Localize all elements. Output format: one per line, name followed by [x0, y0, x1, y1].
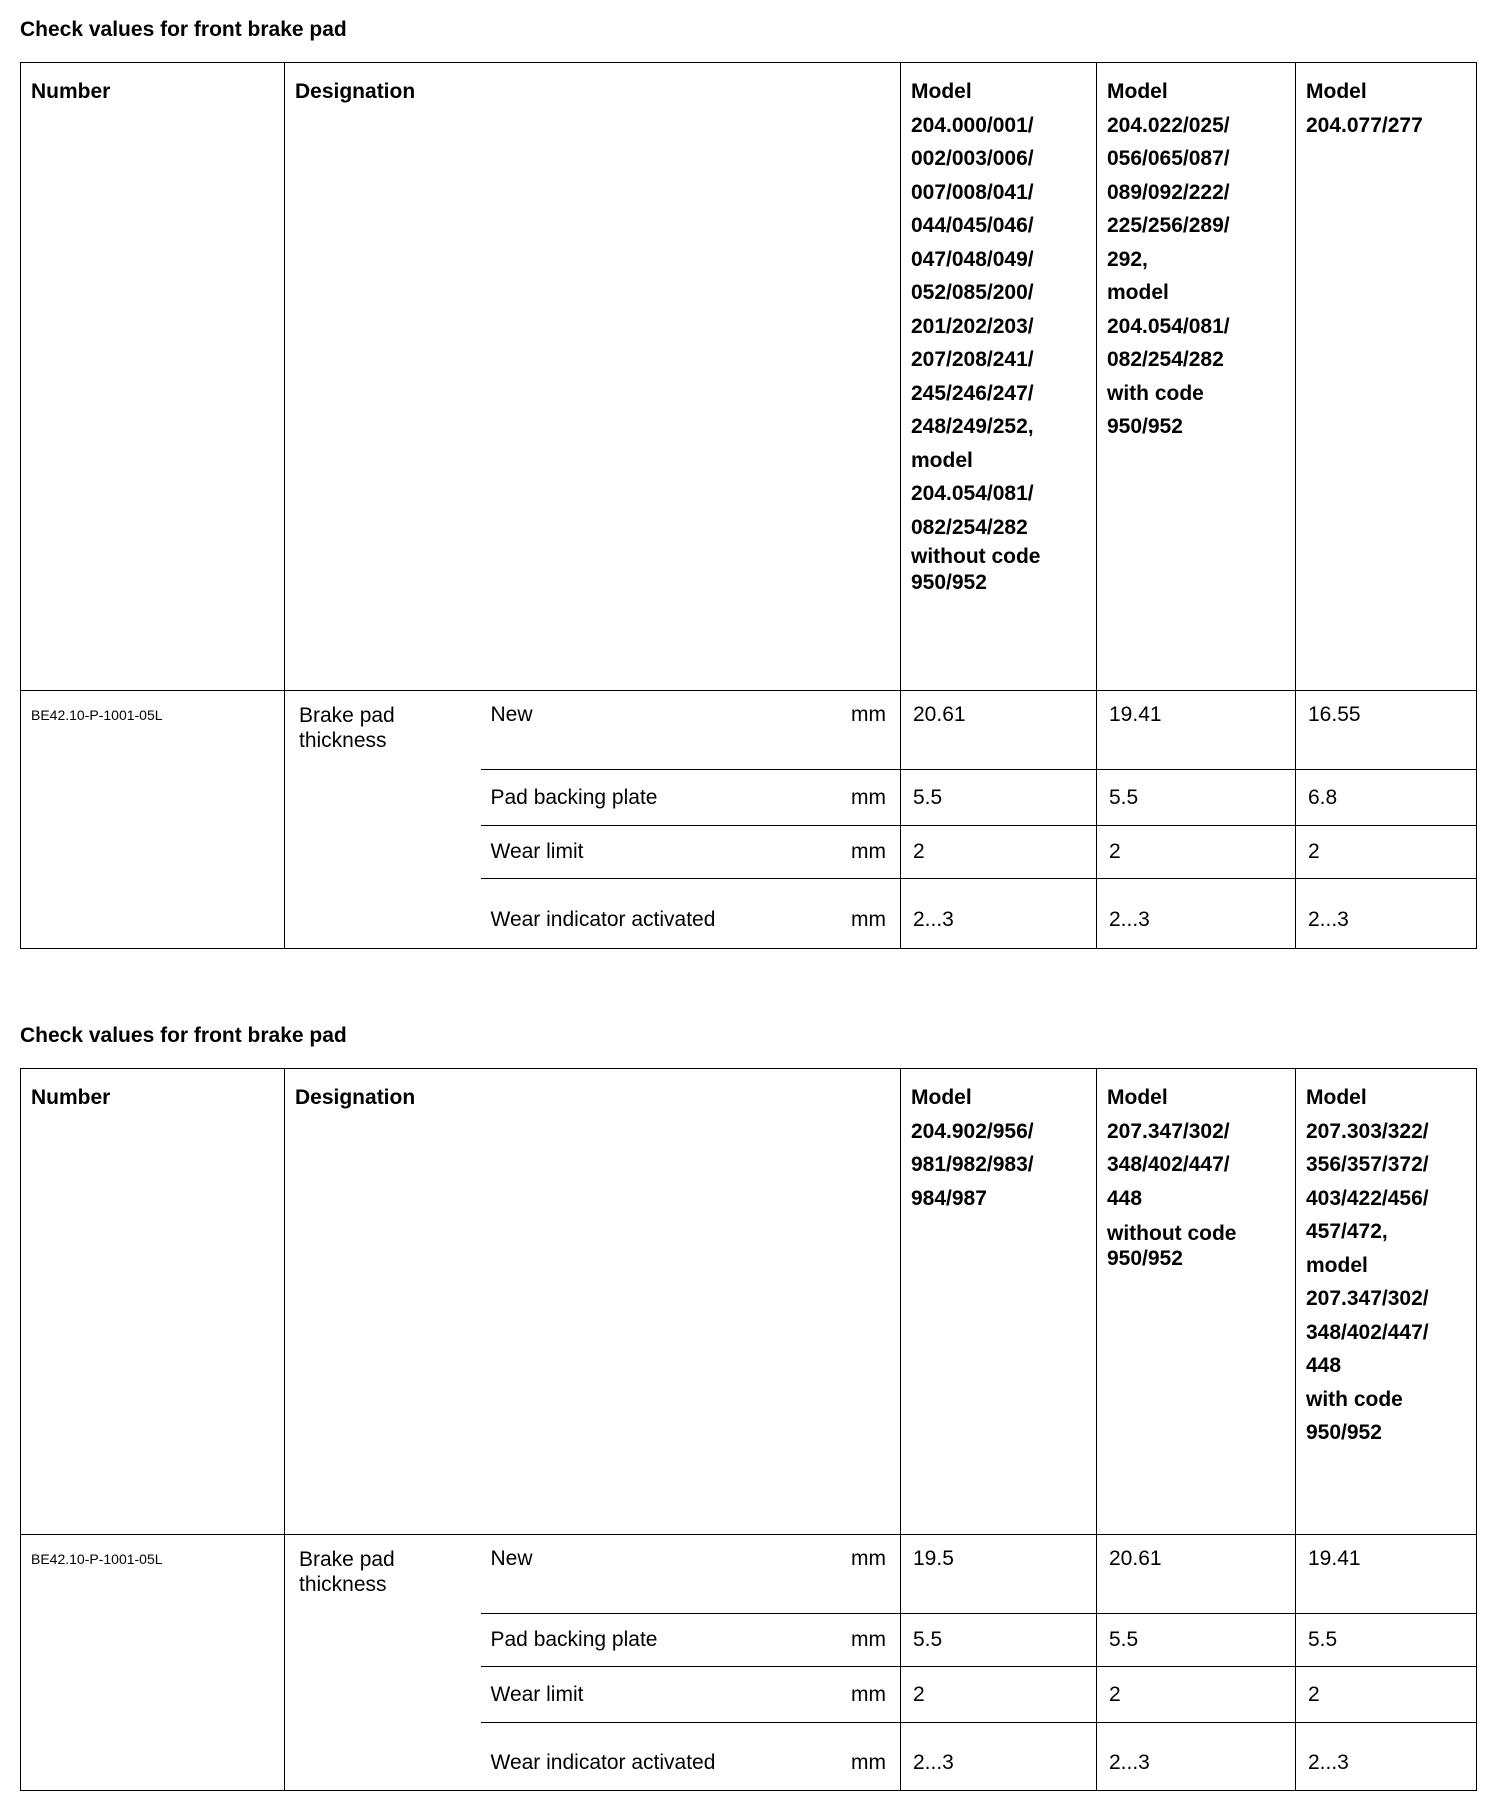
unit-cell: mm — [811, 1614, 901, 1667]
parameter-cell: Pad backing plate — [481, 770, 811, 826]
model-number-line: 207/208/241/ — [911, 348, 1034, 371]
unit-cell: mm — [811, 826, 901, 879]
value-cell: 2 — [901, 1667, 1097, 1723]
model-number-line: 245/246/247/ — [911, 381, 1034, 405]
value-cell: 2...3 — [901, 1723, 1097, 1791]
model-number-line: 207.303/322/ — [1306, 1119, 1429, 1143]
header-row — [21, 1069, 1477, 1535]
model-number-line: without code — [1107, 1222, 1237, 1245]
model-number-line: 201/202/203/ — [911, 314, 1034, 338]
unit-cell: mm — [811, 691, 901, 770]
model-number-line: with code — [1107, 381, 1204, 405]
model-number-line: 950/952 — [1306, 1421, 1382, 1444]
section-title: Check values for front brake pad — [20, 18, 347, 41]
number-cell: BE42.10-P-1001-05L — [21, 691, 285, 949]
model-number-line: 457/472, — [1306, 1220, 1388, 1243]
value-cell: 20.61 — [901, 691, 1097, 770]
parameter-cell: Wear limit — [481, 826, 811, 879]
model-number-line: 204.054/081/ — [911, 482, 1034, 505]
check-values-block-2 — [20, 1020, 1476, 1791]
value-cell: 6.8 — [1296, 770, 1477, 826]
model-number-line: 984/987 — [911, 1186, 987, 1210]
model-number-line: 204.077/277 — [1306, 113, 1423, 137]
value-cell: 19.41 — [1296, 1535, 1477, 1614]
model-header — [901, 1069, 1097, 1535]
model-number-line: 007/008/041/ — [911, 180, 1034, 204]
value-cell: 19.5 — [901, 1535, 1097, 1614]
model-number-line: 403/422/456/ — [1306, 1186, 1429, 1210]
value-cell: 2 — [1296, 826, 1477, 879]
value-cell: 19.41 — [1097, 691, 1296, 770]
value-cell: 5.5 — [901, 1614, 1097, 1667]
model-number-line: with code — [1306, 1387, 1403, 1411]
unit-cell: mm — [811, 1535, 901, 1614]
model-number-line: 225/256/289/ — [1107, 214, 1230, 237]
model-number-line: 204.022/025/ — [1107, 113, 1230, 137]
parameter-cell: New — [481, 1535, 811, 1614]
model-label: Model — [911, 1086, 972, 1109]
unit-cell: mm — [811, 1667, 901, 1723]
model-label: Model — [1306, 80, 1367, 103]
value-cell: 5.5 — [1097, 770, 1296, 826]
value-cell: 5.5 — [1097, 1614, 1296, 1667]
model-number-line: 448 — [1107, 1186, 1143, 1210]
model-number-line: 204.000/001/ — [911, 113, 1034, 137]
table-row — [21, 691, 1477, 770]
parameter-cell: Wear indicator activated — [481, 879, 811, 949]
model-number-line: 248/249/252, — [911, 415, 1034, 438]
model-label: Model — [911, 80, 972, 103]
check-values-table — [20, 1068, 1477, 1791]
model-number-line: 044/045/046/ — [911, 214, 1034, 237]
model-label: Model — [1107, 1086, 1168, 1109]
designation-cell: Brake pad thickness — [285, 691, 481, 949]
model-number-line: 448 — [1306, 1354, 1342, 1377]
model-number-line: 292, — [1107, 247, 1148, 271]
model-header — [901, 63, 1097, 691]
model-label: Model — [1107, 80, 1168, 103]
model-label: Model — [1306, 1086, 1367, 1109]
model-number-line: 950/952 — [1107, 415, 1183, 438]
model-number-line: 356/357/372/ — [1306, 1153, 1429, 1176]
value-cell: 2...3 — [901, 879, 1097, 949]
model-number-line: model — [1306, 1253, 1368, 1277]
value-cell: 2...3 — [1097, 1723, 1296, 1791]
parameter-cell: New — [481, 691, 811, 770]
value-cell: 16.55 — [1296, 691, 1477, 770]
designation-header: Designation — [285, 63, 901, 691]
parameter-cell: Pad backing plate — [481, 1614, 811, 1667]
unit-cell: mm — [811, 770, 901, 826]
model-number-line: 056/065/087/ — [1107, 147, 1230, 170]
model-number-line: 981/982/983/ — [911, 1153, 1034, 1176]
value-cell: 2 — [1097, 826, 1296, 879]
number-header: Number — [21, 1069, 285, 1535]
value-cell: 2...3 — [1296, 879, 1477, 949]
model-number-line: 052/085/200/ — [911, 281, 1034, 304]
unit-cell: mm — [811, 879, 901, 949]
model-number-line: 089/092/222/ — [1107, 180, 1230, 204]
model-header — [1296, 1069, 1477, 1535]
value-cell: 2 — [1296, 1667, 1477, 1723]
model-number-line: 950/952 — [911, 571, 987, 594]
model-number-line: without code — [911, 545, 1041, 568]
number-cell: BE42.10-P-1001-05L — [21, 1535, 285, 1791]
value-cell: 5.5 — [901, 770, 1097, 826]
model-number-line: 082/254/282 — [911, 515, 1028, 539]
section-title: Check values for front brake pad — [20, 1024, 347, 1047]
model-number-line: 204.902/956/ — [911, 1119, 1034, 1143]
check-values-table — [20, 62, 1477, 949]
model-number-line: 348/402/447/ — [1306, 1320, 1429, 1344]
model-number-line: 348/402/447/ — [1107, 1153, 1230, 1176]
model-number-line: 047/048/049/ — [911, 247, 1034, 271]
parameter-cell: Wear limit — [481, 1667, 811, 1723]
value-cell: 2 — [901, 826, 1097, 879]
unit-cell: mm — [811, 1723, 901, 1791]
value-cell: 2 — [1097, 1667, 1296, 1723]
model-number-line: 082/254/282 — [1107, 348, 1224, 371]
model-header — [1296, 63, 1477, 691]
value-cell: 2...3 — [1097, 879, 1296, 949]
model-header — [1097, 63, 1296, 691]
parameter-cell: Wear indicator activated — [481, 1723, 811, 1791]
model-number-line: model — [1107, 281, 1169, 304]
model-number-line: 207.347/302/ — [1107, 1119, 1230, 1143]
designation-cell: Brake pad thickness — [285, 1535, 481, 1791]
model-header — [1097, 1069, 1296, 1535]
value-cell: 5.5 — [1296, 1614, 1477, 1667]
model-number-line: model — [911, 448, 973, 472]
model-number-line: 002/003/006/ — [911, 147, 1034, 170]
header-row — [21, 63, 1477, 691]
model-number-line: 950/952 — [1107, 1247, 1183, 1270]
model-number-line: 204.054/081/ — [1107, 314, 1230, 338]
model-number-line: 207.347/302/ — [1306, 1287, 1429, 1310]
number-header: Number — [21, 63, 285, 691]
check-values-block-1 — [20, 14, 1476, 949]
value-cell: 20.61 — [1097, 1535, 1296, 1614]
designation-header: Designation — [285, 1069, 901, 1535]
value-cell: 2...3 — [1296, 1723, 1477, 1791]
table-row — [21, 1535, 1477, 1614]
